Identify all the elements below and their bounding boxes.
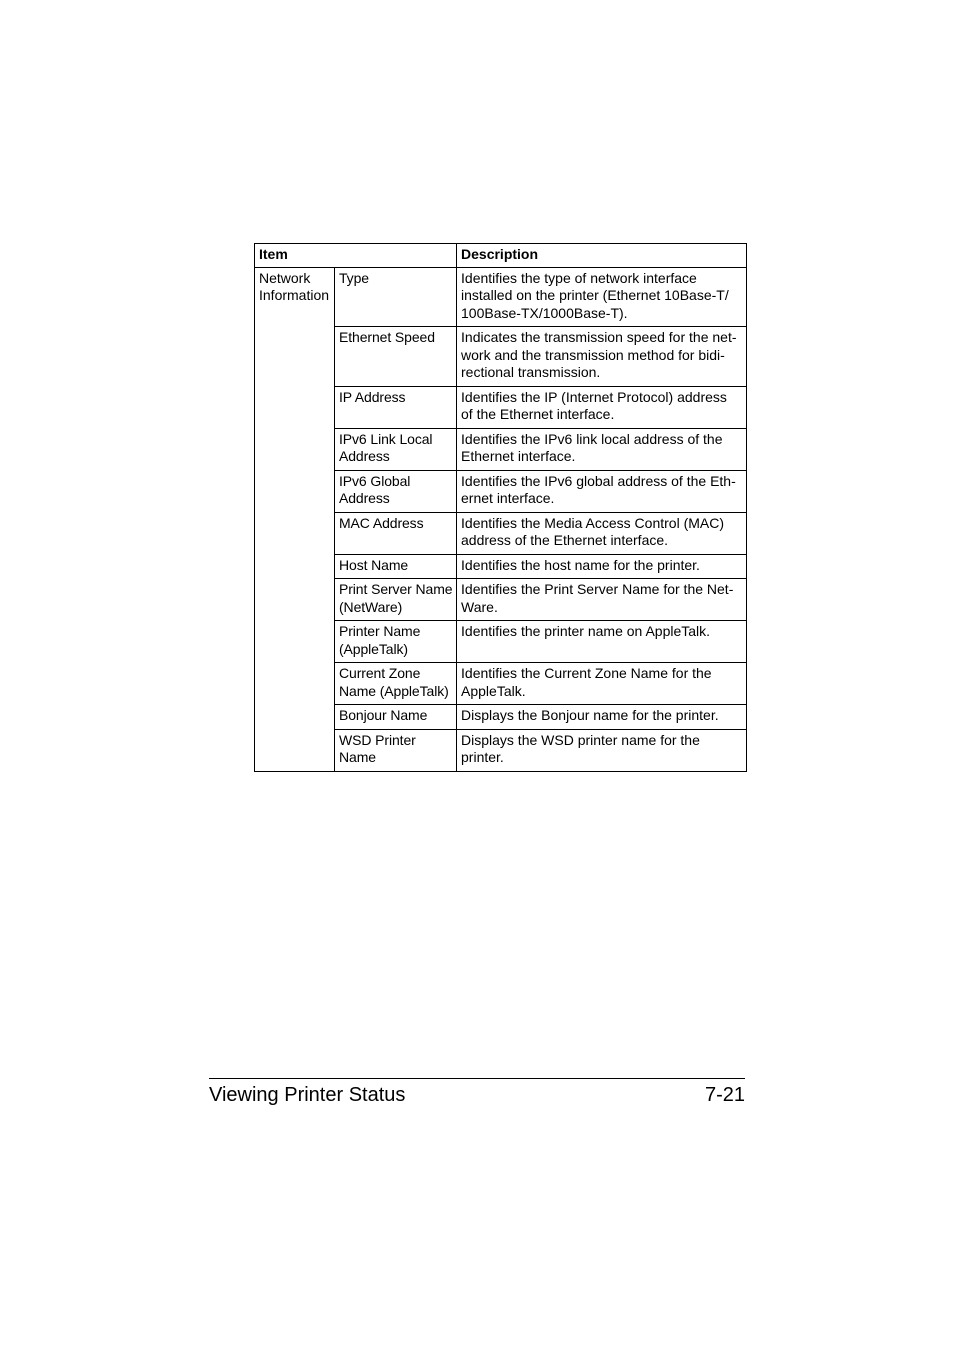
row-description: Identifies the IP (Internet Protocol) address of the Ethernet interface. — [457, 386, 747, 428]
row-item: WSD Printer Name — [335, 729, 457, 771]
network-information-table — [254, 243, 747, 772]
row-item: Ethernet Speed — [335, 327, 457, 387]
row-item: Bonjour Name — [335, 705, 457, 730]
row-description: Identifies the IPv6 global address of the Eth- ernet interface. — [457, 470, 747, 512]
group-label-network-information: Network Information — [255, 267, 335, 771]
row-item: Printer Name (AppleTalk) — [335, 621, 457, 663]
footer-section-title: Viewing Printer Status — [209, 1084, 406, 1106]
row-item: Host Name — [335, 554, 457, 579]
header-item: Item — [255, 244, 457, 268]
row-description: Displays the Bonjour name for the printer. — [457, 705, 747, 730]
row-item: Current Zone Name (AppleTalk) — [335, 663, 457, 705]
row-item: Type — [335, 267, 457, 327]
row-description: Identifies the Media Access Control (MAC) address of the Ethernet interface. — [457, 512, 747, 554]
table-row — [255, 267, 747, 327]
row-item: MAC Address — [335, 512, 457, 554]
row-description: Indicates the transmission speed for the net- work and the transmission method for bidi- rectional transmission. — [457, 327, 747, 387]
row-description: Identifies the printer name on AppleTalk. — [457, 621, 747, 663]
row-item: Print Server Name (NetWare) — [335, 579, 457, 621]
row-description: Identifies the IPv6 link local address of the Ethernet interface. — [457, 428, 747, 470]
footer-page-number: 7-21 — [704, 1084, 745, 1106]
row-description: Identifies the type of network interface installed on the printer (Ethernet 10Base-T/ 100Base-TX/1000Base-T). — [457, 267, 747, 327]
row-item: IPv6 Link Local Address — [335, 428, 457, 470]
row-item: IPv6 Global Address — [335, 470, 457, 512]
row-description: Identifies the Current Zone Name for the AppleTalk. — [457, 663, 747, 705]
row-item: IP Address — [335, 386, 457, 428]
row-description: Identifies the host name for the printer. — [457, 554, 747, 579]
row-description: Identifies the Print Server Name for the Net- Ware. — [457, 579, 747, 621]
table-header-row — [255, 244, 747, 268]
header-description: Description — [457, 244, 747, 268]
footer-divider — [209, 1078, 745, 1079]
row-description: Displays the WSD printer name for the printer. — [457, 729, 747, 771]
